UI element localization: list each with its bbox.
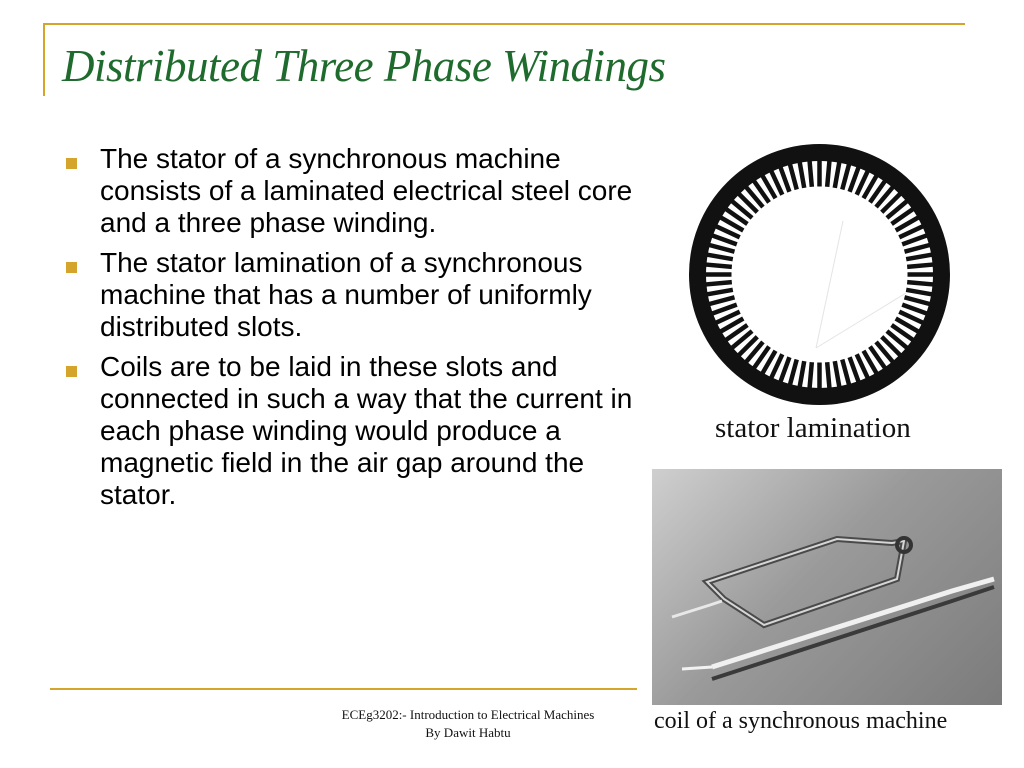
stator-slot: [850, 357, 859, 381]
footer-divider: [50, 688, 637, 690]
stator-slot: [707, 290, 733, 295]
stator-slot: [709, 245, 734, 252]
stator-slot: [842, 360, 849, 385]
bullet-square-icon: [66, 262, 77, 273]
coil-loop: [707, 539, 904, 625]
stator-slot: [902, 305, 926, 314]
stator-slot: [905, 245, 930, 252]
bullet-text: The stator lamination of a synchronous machine that has a number of uniformly distributed slots.: [100, 247, 592, 342]
stator-slot: [902, 236, 926, 245]
stator-lamination-figure: [688, 143, 951, 406]
bullet-item: [62, 247, 637, 343]
coil-caption: coil of a synchronous machine: [654, 708, 948, 734]
stator-slot: [907, 282, 933, 284]
stator-slot: [835, 361, 840, 387]
stator-slot: [827, 362, 829, 388]
stator-slot: [907, 265, 933, 267]
stator-slot: [790, 360, 797, 385]
stator-slot: [712, 236, 736, 245]
bullet-item: [62, 351, 637, 511]
stator-slot: [709, 297, 734, 304]
bullet-item: [62, 143, 637, 239]
stator-slot: [906, 290, 932, 295]
stator-slot: [835, 162, 840, 188]
stator-slot: [906, 255, 932, 260]
bullet-square-icon: [66, 366, 77, 377]
coil-photo: [652, 469, 1002, 705]
stator-slot: [781, 357, 790, 381]
bullet-text: Coils are to be laid in these slots and connected in such a way that the current in each phase winding would produce a magnetic field in the air gap around the stator.: [100, 351, 633, 510]
stator-slot: [850, 167, 859, 191]
coil-illustration: [652, 469, 1002, 705]
title-accent-bar-vertical: [43, 23, 45, 96]
stator-slot: [800, 162, 805, 188]
stator-slot: [810, 362, 812, 388]
stator-slot: [706, 265, 732, 267]
stator-slot: [842, 164, 849, 189]
faint-line: [816, 293, 906, 348]
stator-slot: [712, 305, 736, 314]
stator-slot: [905, 297, 930, 304]
stator-slot: [810, 161, 812, 187]
bullet-square-icon: [66, 158, 77, 169]
stator-slot: [706, 282, 732, 284]
slide-title: Distributed Three Phase Windings: [62, 41, 666, 91]
footer-course: ECEg3202:- Introduction to Electrical Machines: [341, 707, 595, 722]
coil-lead: [672, 601, 722, 617]
stator-slot: [790, 164, 797, 189]
bullet-list: [62, 143, 637, 519]
stator-caption: stator lamination: [715, 412, 911, 444]
stator-slot: [781, 167, 790, 191]
title-accent-bar-horizontal: [43, 23, 965, 25]
stator-slot: [707, 255, 733, 260]
coil-lead: [682, 667, 712, 669]
bullet-text: The stator of a synchronous machine consists of a laminated electrical steel core and a three phase winding.: [100, 143, 633, 238]
stator-slot: [827, 161, 829, 187]
faint-line: [816, 221, 843, 348]
footer-author: By Dawit Habtu: [425, 725, 511, 740]
stator-slot: [800, 361, 805, 387]
footer: [300, 706, 636, 742]
coil-bar-shadow: [712, 587, 994, 679]
stator-slots: [706, 161, 934, 389]
stator-outer-ring: [698, 153, 942, 397]
